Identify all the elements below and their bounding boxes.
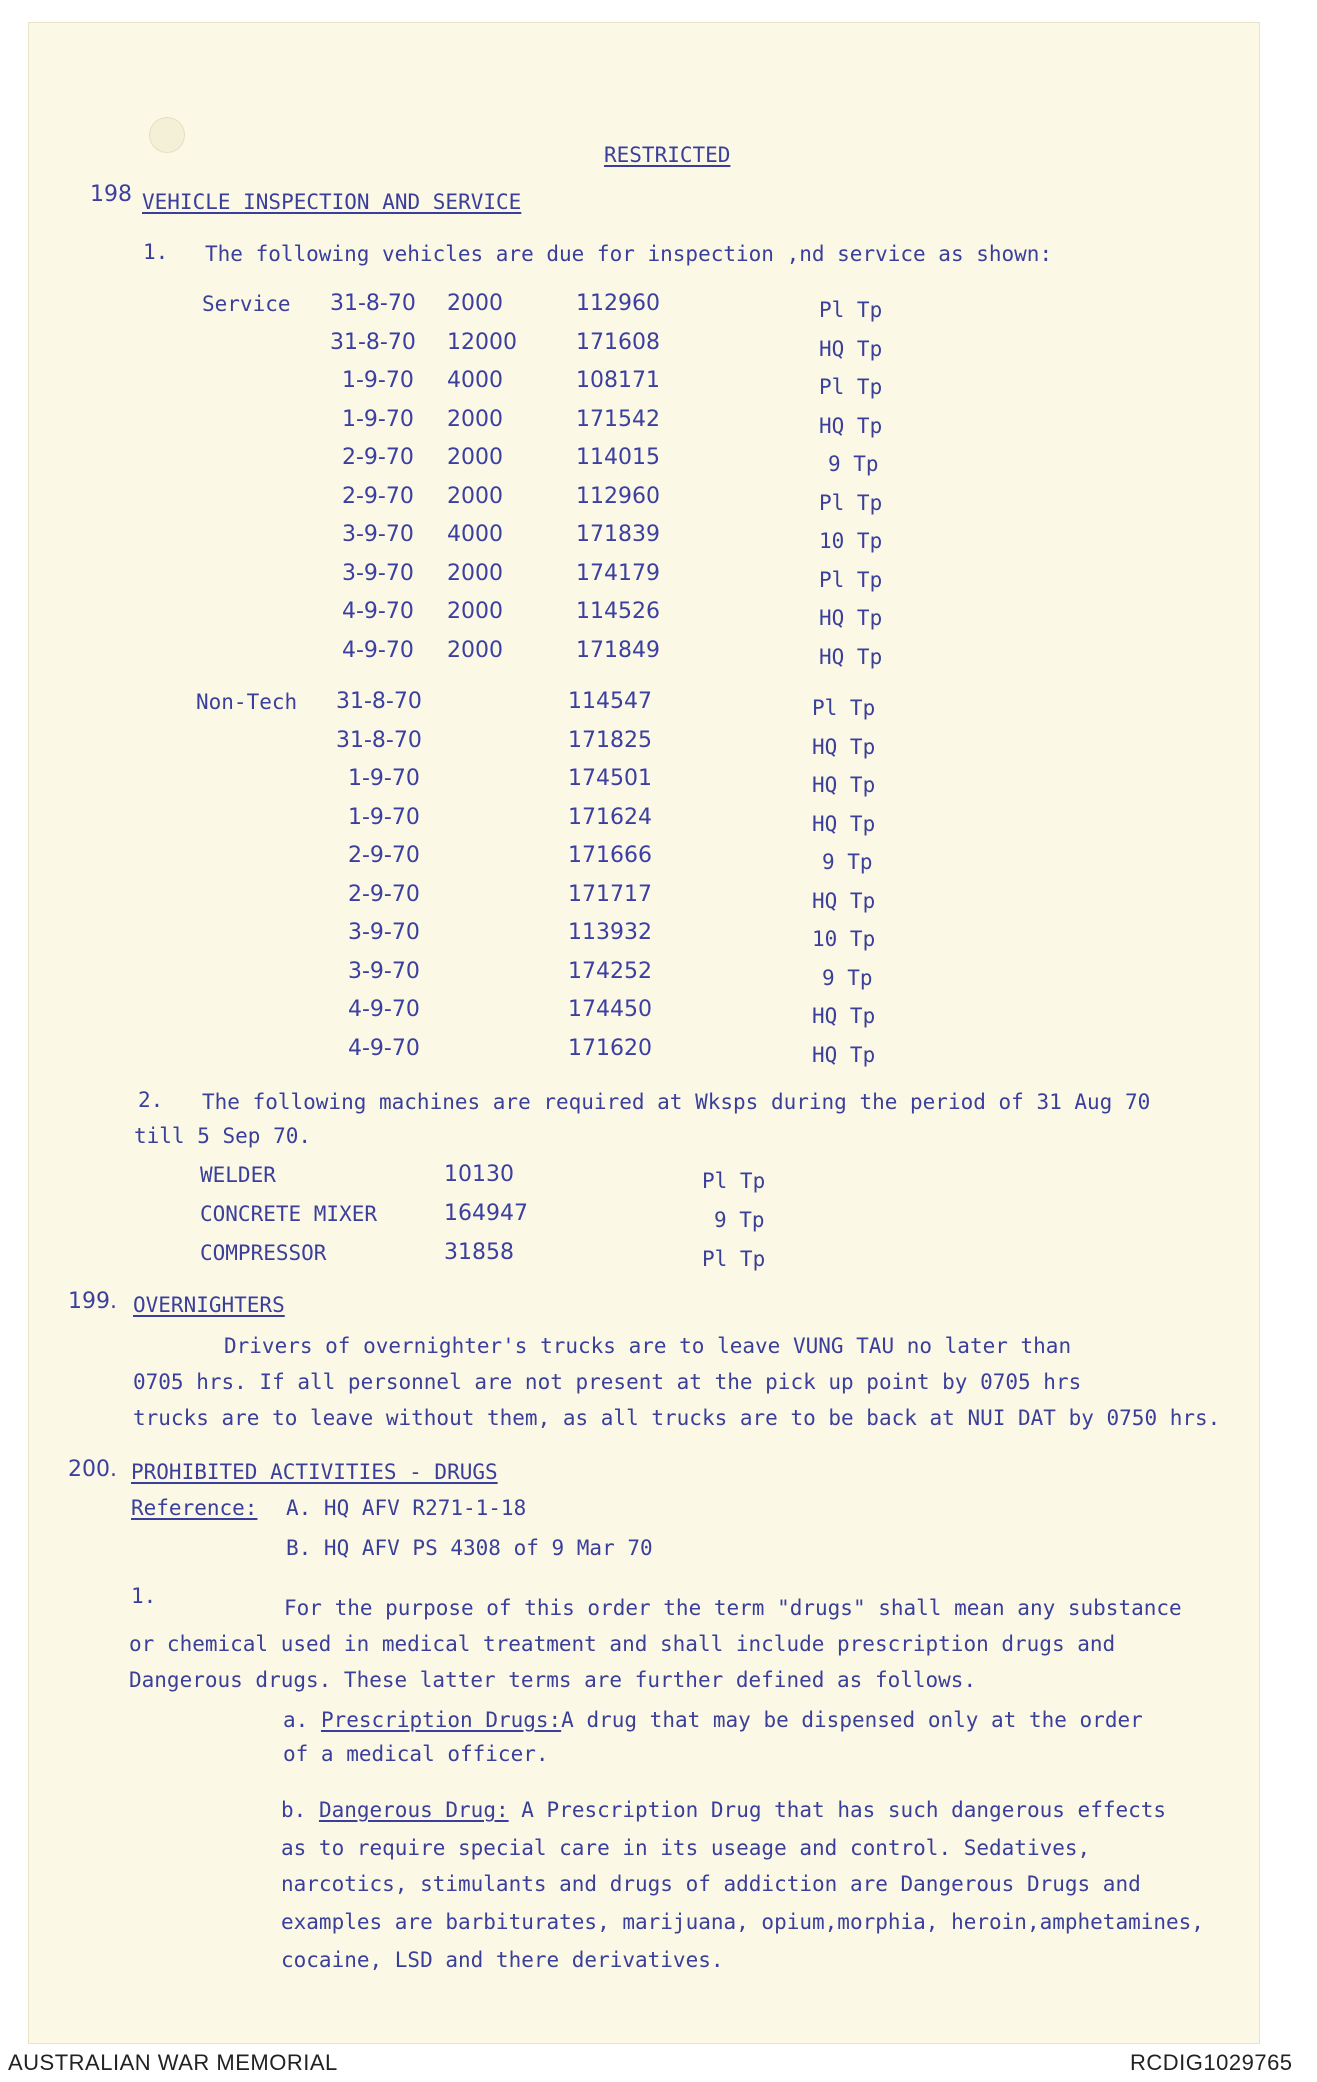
- service-km: 2000: [447, 483, 503, 509]
- machine-number: 164947: [444, 1201, 528, 1226]
- machine-name: CONCRETE MIXER: [200, 1202, 378, 1226]
- machine-number: 31858: [444, 1240, 514, 1265]
- service-km: 12000: [447, 329, 517, 355]
- footer-source: AUSTRALIAN WAR MEMORIAL: [8, 2050, 338, 2075]
- definition-b-line3: narcotics, stimulants and drugs of addiction are Dangerous Drugs and: [281, 1872, 1141, 1896]
- definition-b-prefix: b.: [281, 1798, 307, 1822]
- item-200-number: 200.: [68, 1457, 117, 1482]
- nontech-unit: HQ Tp: [812, 1042, 876, 1067]
- nontech-unit: HQ Tp: [812, 888, 876, 913]
- service-reg: 171542: [576, 406, 660, 432]
- item-198-para1-number: 1.: [143, 240, 169, 264]
- item-198-para1-text: The following vehicles are due for inspection ,nd service as shown:: [205, 242, 1053, 266]
- service-date: 1-9-70: [342, 368, 414, 393]
- nontech-reg: 171624: [568, 804, 652, 830]
- classification-header: RESTRICTED: [604, 143, 731, 167]
- nontech-reg: 113932: [568, 920, 652, 945]
- service-reg: 108171: [576, 368, 660, 393]
- service-km: 2000: [447, 560, 503, 586]
- machine-unit: 9 Tp: [714, 1208, 765, 1232]
- item-200-para1-line1: For the purpose of this order the term "drugs" shall mean any substance: [284, 1596, 1182, 1620]
- nontech-date: 4-9-70: [348, 997, 420, 1022]
- item-200-para1-line2: or chemical used in medical treatment and shall include prescription drugs and: [129, 1632, 1116, 1656]
- definition-a-line1: A drug that may be dispensed only at the order: [561, 1708, 1143, 1732]
- service-reg: 171849: [576, 637, 660, 663]
- service-date: 31-8-70: [330, 291, 416, 316]
- nontech-unit: HQ Tp: [812, 773, 876, 797]
- service-date: 3-9-70: [342, 560, 414, 586]
- service-reg: 171608: [576, 329, 660, 355]
- reference-a: A. HQ AFV R271-1-18: [286, 1496, 527, 1520]
- service-date: 4-9-70: [342, 637, 414, 663]
- nontech-unit: HQ Tp: [812, 811, 876, 836]
- machine-unit: Pl Tp: [702, 1169, 766, 1193]
- service-km: 4000: [447, 522, 503, 547]
- definition-b: [281, 1798, 1166, 1822]
- definition-b-line4: examples are barbiturates, marijuana, opium,morphia, heroin,amphetamines,: [281, 1910, 1204, 1934]
- service-km: 2000: [447, 637, 503, 663]
- nontech-date: 1-9-70: [348, 766, 420, 791]
- item-199-line2: 0705 hrs. If all personnel are not present at the pick up point by 0705 hrs: [133, 1370, 1082, 1394]
- service-unit: Pl Tp: [819, 567, 883, 592]
- service-date: 3-9-70: [342, 522, 414, 547]
- definition-b-line5: cocaine, LSD and there derivatives.: [281, 1948, 724, 1972]
- service-km: 2000: [447, 445, 503, 470]
- service-label: Service: [202, 292, 291, 316]
- nontech-date: 2-9-70: [348, 881, 420, 907]
- service-km: 2000: [447, 291, 503, 316]
- nontech-unit: 10 Tp: [812, 927, 876, 951]
- service-unit: HQ Tp: [819, 413, 883, 438]
- item-198-para2-line2: till 5 Sep 70.: [134, 1124, 312, 1148]
- service-unit: Pl Tp: [819, 490, 883, 515]
- nontech-reg: 174501: [568, 766, 652, 791]
- service-reg: 171839: [576, 522, 660, 547]
- nontech-reg: 171666: [568, 843, 652, 868]
- definition-a-prefix: a.: [283, 1708, 309, 1732]
- machine-name: WELDER: [200, 1163, 276, 1187]
- definition-b-term: Dangerous Drug:: [318, 1798, 509, 1822]
- nontech-reg: 174252: [568, 958, 652, 984]
- service-unit: HQ Tp: [819, 606, 883, 630]
- nontech-date: 31-8-70: [336, 727, 422, 753]
- machine-unit: Pl Tp: [702, 1247, 766, 1271]
- nontech-unit: Pl Tp: [812, 696, 876, 720]
- nontech-date: 3-9-70: [348, 958, 420, 984]
- nontech-date: 31-8-70: [336, 689, 422, 714]
- item-199-line3: trucks are to leave without them, as all trucks are to be back at NUI DAT by 0750 hrs.: [133, 1406, 1221, 1430]
- service-unit: 9 Tp: [828, 452, 879, 476]
- service-unit: Pl Tp: [819, 298, 883, 322]
- service-date: 2-9-70: [342, 445, 414, 470]
- footer-id: RCDIG1029765: [1130, 2050, 1293, 2075]
- service-unit: Pl Tp: [819, 375, 883, 399]
- item-199-line1: Drivers of overnighter's trucks are to leave VUNG TAU no later than: [224, 1334, 1072, 1358]
- reference-label: Reference:: [131, 1496, 258, 1520]
- item-198-number: 198: [90, 182, 132, 207]
- definition-a-term: Prescription Drugs:: [320, 1708, 562, 1732]
- service-km: 2000: [447, 406, 503, 432]
- definition-b-line2: as to require special care in its useage and control. Sedatives,: [281, 1836, 1091, 1860]
- service-reg: 114526: [576, 599, 660, 624]
- service-reg: 174179: [576, 560, 660, 586]
- service-date: 31-8-70: [330, 329, 416, 355]
- item-199-number: 199.: [68, 1289, 117, 1314]
- reference-b: B. HQ AFV PS 4308 of 9 Mar 70: [286, 1536, 653, 1560]
- nontech-unit: 9 Tp: [822, 965, 873, 990]
- service-km: 2000: [447, 599, 503, 624]
- service-unit: HQ Tp: [819, 336, 883, 361]
- nontech-unit: 9 Tp: [822, 850, 873, 874]
- nontech-reg: 171717: [568, 881, 652, 907]
- nontech-unit: HQ Tp: [812, 734, 876, 759]
- nontech-reg: 174450: [568, 997, 652, 1022]
- nontech-label: Non-Tech: [196, 690, 298, 714]
- definition-a-line2: of a medical officer.: [283, 1742, 549, 1766]
- service-unit: 10 Tp: [819, 529, 883, 553]
- machine-name: COMPRESSOR: [200, 1241, 327, 1265]
- item-198-para2-line1: The following machines are required at Wksps during the period of 31 Aug 70: [202, 1090, 1151, 1114]
- item-200-title: PROHIBITED ACTIVITIES - DRUGS: [131, 1460, 498, 1484]
- service-unit: HQ Tp: [819, 644, 883, 669]
- nontech-reg: 171825: [568, 727, 652, 753]
- nontech-unit: HQ Tp: [812, 1004, 876, 1028]
- nontech-date: 3-9-70: [348, 920, 420, 945]
- item-198-para2-number: 2.: [138, 1088, 164, 1112]
- service-reg: 112960: [576, 291, 660, 316]
- item-200-para1-line3: Dangerous drugs. These latter terms are further defined as follows.: [129, 1668, 977, 1692]
- item-200-para1-number: 1.: [131, 1584, 157, 1608]
- item-198-title: VEHICLE INSPECTION AND SERVICE: [142, 190, 522, 214]
- service-date: 4-9-70: [342, 599, 414, 624]
- service-date: 2-9-70: [342, 483, 414, 509]
- nontech-date: 1-9-70: [348, 804, 420, 830]
- punch-hole: [150, 118, 184, 152]
- service-reg: 112960: [576, 483, 660, 509]
- definition-a: [283, 1708, 1143, 1732]
- machine-number: 10130: [444, 1162, 514, 1187]
- document-page: [28, 22, 1260, 2044]
- definition-b-line1: A Prescription Drug that has such dangerous effects: [521, 1798, 1167, 1822]
- nontech-date: 2-9-70: [348, 843, 420, 868]
- nontech-reg: 171620: [568, 1035, 652, 1061]
- service-date: 1-9-70: [342, 406, 414, 432]
- nontech-date: 4-9-70: [348, 1035, 420, 1061]
- service-km: 4000: [447, 368, 503, 393]
- item-199-title: OVERNIGHTERS: [133, 1293, 285, 1317]
- service-reg: 114015: [576, 445, 660, 470]
- nontech-reg: 114547: [568, 689, 652, 714]
